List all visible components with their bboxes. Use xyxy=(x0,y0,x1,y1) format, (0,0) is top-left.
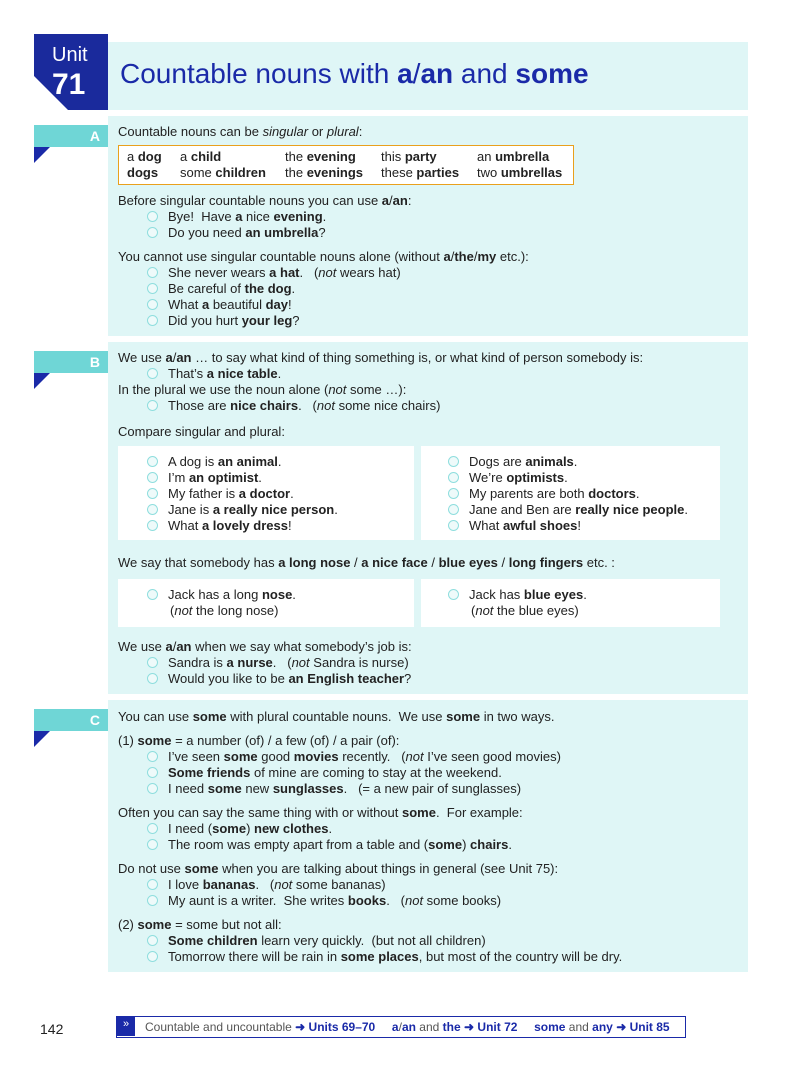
link-countable-uncountable[interactable]: Countable and uncountable ➜ Units 69–70 xyxy=(145,1020,376,1034)
bullet-icon xyxy=(147,767,158,778)
bullet-icon xyxy=(147,504,158,515)
example-line: I need some new sunglasses. (= a new pair of sunglasses) xyxy=(147,781,521,797)
paragraph: You cannot use singular countable nouns alone (without a/the/my etc.): xyxy=(118,249,529,264)
example-line: Those are nice chairs. (not some nice chairs) xyxy=(147,398,440,414)
unit-label: Unit xyxy=(52,44,88,66)
paragraph: (1) some = a number (of) / a few (of) / a pair (of): xyxy=(118,733,400,748)
table-cell: this party xyxy=(381,149,437,164)
example-line: We’re optimists. xyxy=(448,470,568,486)
bullet-icon xyxy=(147,368,158,379)
example-line: Did you hurt your leg? xyxy=(147,313,300,329)
bullet-icon xyxy=(147,472,158,483)
page-number: 142 xyxy=(40,1021,64,1037)
bullet-icon xyxy=(147,783,158,794)
example-line: That’s a nice table. xyxy=(147,366,281,382)
badge-corner-triangle xyxy=(34,76,68,110)
paragraph: Often you can say the same thing with or without some. For example: xyxy=(118,805,523,820)
bullet-icon xyxy=(147,267,158,278)
paragraph: Before singular countable nouns you can use a/an: xyxy=(118,193,412,208)
example-line: I’m an optimist. xyxy=(147,470,262,486)
bullet-icon xyxy=(147,839,158,850)
table-cell: two umbrellas xyxy=(477,165,563,180)
bullet-icon xyxy=(448,488,459,499)
paragraph: Compare singular and plural: xyxy=(118,424,285,439)
example-line: Some friends of mine are coming to stay at the weekend. xyxy=(147,765,502,781)
table-cell: the evenings xyxy=(285,165,364,180)
example-note: (not the blue eyes) xyxy=(471,603,579,618)
example-line: Bye! Have a nice evening. xyxy=(147,209,326,225)
bullet-icon xyxy=(147,879,158,890)
section-a-intro: Countable nouns can be singular or plural: xyxy=(118,124,363,139)
example-line: Dogs are animals. xyxy=(448,454,577,470)
bullet-icon xyxy=(147,951,158,962)
bullet-icon xyxy=(147,673,158,684)
example-line: The room was empty apart from a table and (some) chairs. xyxy=(147,837,512,853)
example-line: Be careful of the dog. xyxy=(147,281,295,297)
unit-badge xyxy=(34,34,108,110)
bullet-icon xyxy=(147,211,158,222)
unit-number: 71 xyxy=(52,68,86,101)
example-line: A dog is an animal. xyxy=(147,454,281,470)
bullet-icon xyxy=(147,400,158,411)
example-line: What awful shoes! xyxy=(448,518,581,534)
example-note: (not the long nose) xyxy=(170,603,279,618)
example-line: Do you need an umbrella? xyxy=(147,225,326,241)
bullet-icon xyxy=(147,895,158,906)
bullet-icon xyxy=(147,520,158,531)
table-cell: some children xyxy=(180,165,266,180)
example-line: She never wears a hat. (not wears hat) xyxy=(147,265,401,281)
section-c-tab: C xyxy=(34,709,108,731)
paragraph: In the plural we use the noun alone (not some …): xyxy=(118,382,407,397)
bullet-icon xyxy=(448,520,459,531)
table-cell: a dog xyxy=(127,149,162,164)
bullet-icon xyxy=(448,589,459,600)
example-line: What a lovely dress! xyxy=(147,518,292,534)
example-line: My parents are both doctors. xyxy=(448,486,640,502)
example-line: Would you like to be an English teacher? xyxy=(147,671,411,687)
paragraph: We use a/an when we say what somebody’s job is: xyxy=(118,639,412,654)
bullet-icon xyxy=(147,456,158,467)
paragraph: You can use some with plural countable nouns. We use some in two ways. xyxy=(118,709,555,724)
bullet-icon xyxy=(147,488,158,499)
paragraph: We use a/an … to say what kind of thing something is, or what kind of person somebody is: xyxy=(118,350,644,365)
bullet-icon xyxy=(448,456,459,467)
example-line: My father is a doctor. xyxy=(147,486,294,502)
cross-reference-links xyxy=(145,1017,670,1037)
paragraph: We say that somebody has a long nose / a nice face / blue eyes / long fingers etc. : xyxy=(118,555,615,570)
bullet-icon xyxy=(147,299,158,310)
double-chevron-icon: » xyxy=(117,1017,135,1036)
bullet-icon xyxy=(448,472,459,483)
bullet-icon xyxy=(147,823,158,834)
example-line: Some children learn very quickly. (but not all children) xyxy=(147,933,486,949)
table-cell: dogs xyxy=(127,165,159,180)
example-line: Jane is a really nice person. xyxy=(147,502,338,518)
section-b-tab: B xyxy=(34,351,108,373)
example-line: I love bananas. (not some bananas) xyxy=(147,877,386,893)
page-title: Countable nouns with a/an and some xyxy=(120,58,589,89)
bullet-icon xyxy=(147,283,158,294)
cross-reference-bar xyxy=(116,1016,686,1038)
bullet-icon xyxy=(147,657,158,668)
bullet-icon xyxy=(147,589,158,600)
section-a-tab: A xyxy=(34,125,108,147)
bullet-icon xyxy=(147,751,158,762)
table-cell: an umbrella xyxy=(477,149,550,164)
bullet-icon xyxy=(448,504,459,515)
bullet-icon xyxy=(147,315,158,326)
table-cell: these parties xyxy=(381,165,460,180)
example-line: Tomorrow there will be rain in some places, but most of the country will be dry. xyxy=(147,949,622,965)
section-c-marker xyxy=(34,731,50,747)
example-line: Jack has a long nose. xyxy=(147,587,296,603)
bullet-icon xyxy=(147,227,158,238)
table-cell: the evening xyxy=(285,149,356,164)
example-line: My aunt is a writer. She writes books. (not some books) xyxy=(147,893,501,909)
example-line: I need (some) new clothes. xyxy=(147,821,332,837)
link-a-an-the[interactable]: a/an and the ➜ Unit 72 xyxy=(391,1020,518,1034)
paragraph: (2) some = some but not all: xyxy=(118,917,282,932)
example-line: What a beautiful day! xyxy=(147,297,292,313)
table-cell: a child xyxy=(180,149,222,164)
bullet-icon xyxy=(147,935,158,946)
example-line: Jane and Ben are really nice people. xyxy=(448,502,688,518)
paragraph: Do not use some when you are talking about things in general (see Unit 75): xyxy=(118,861,559,876)
link-some-any[interactable]: some and any ➜ Unit 85 xyxy=(534,1020,670,1034)
example-line: I’ve seen some good movies recently. (not I’ve seen good movies) xyxy=(147,749,561,765)
example-line: Sandra is a nurse. (not Sandra is nurse) xyxy=(147,655,409,671)
section-b-marker xyxy=(34,373,50,389)
example-line: Jack has blue eyes. xyxy=(448,587,587,603)
section-a-marker xyxy=(34,147,50,163)
